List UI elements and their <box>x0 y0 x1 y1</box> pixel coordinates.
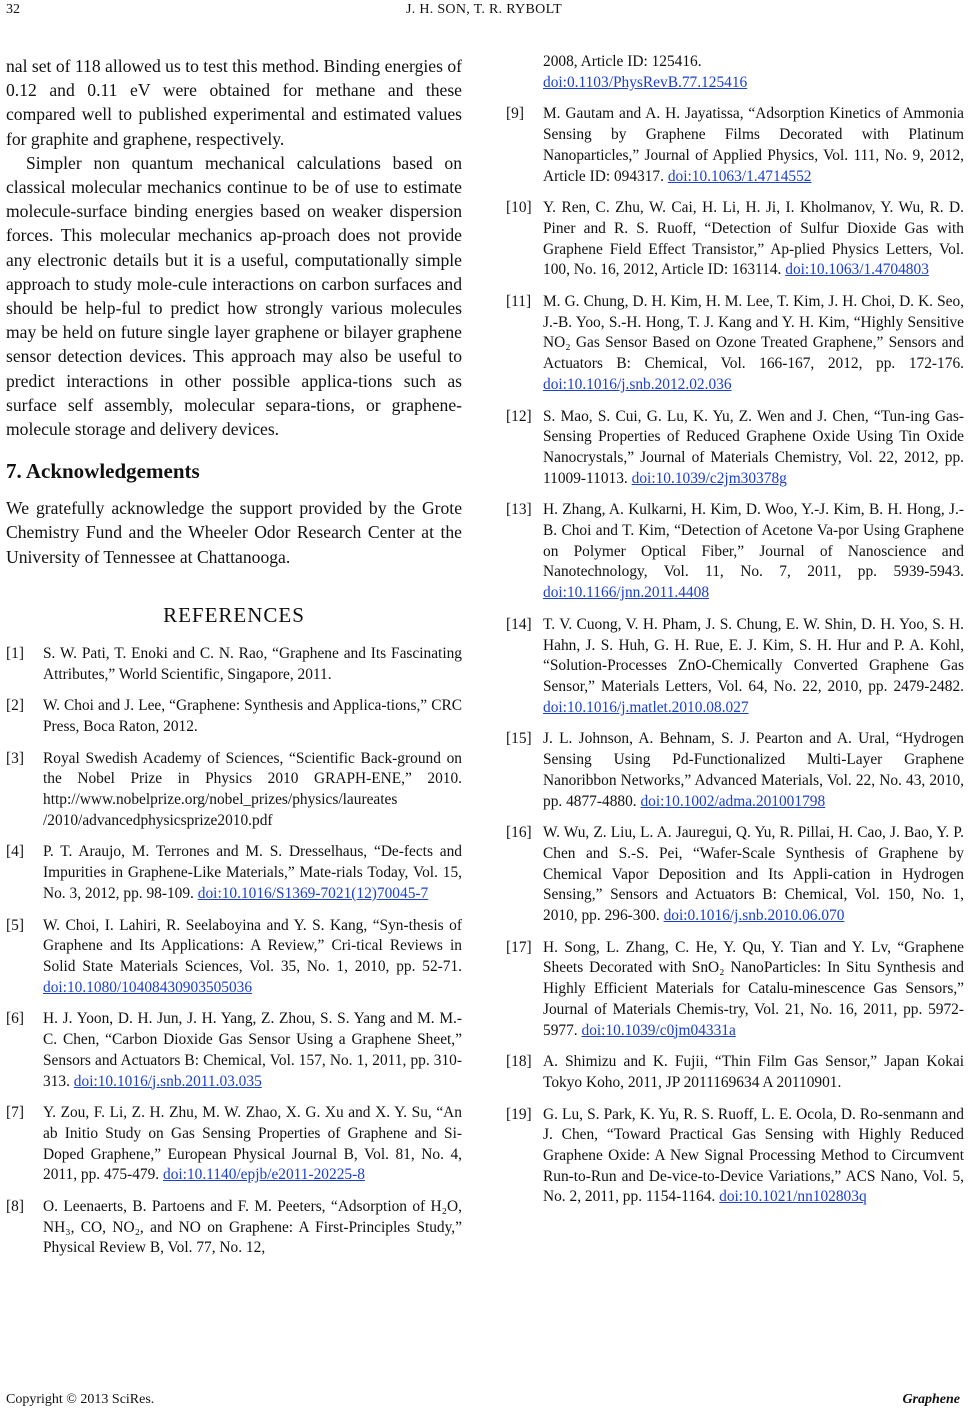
reference-number: [12] <box>506 407 532 425</box>
reference-list <box>506 104 964 1208</box>
left-column <box>6 54 462 1270</box>
reference-item <box>506 104 964 187</box>
reference-item <box>6 644 462 685</box>
reference-list <box>6 644 462 1259</box>
reference-body <box>543 104 964 187</box>
reference-body <box>543 729 964 812</box>
reference-body <box>543 407 964 490</box>
reference-text: W. Choi and J. Lee, “Graphene: Synthesis and Applica-tions,” CRC Press, Boca Raton, 2012. <box>43 697 462 735</box>
reference-text: W. Wu, Z. Liu, L. A. Jauregui, Q. Yu, R. Pillai, H. Cao, J. Bao, Y. P. Chen and S.-S. Pei, “Wafer-Scale Synthesis of Graphene by Chemical Vapor Deposition and Its Appli-cation in Hydrogen Sensing,” Sensors and Actuators B: Chemical, Vol. 150, No. 1, 2010, pp. 296-300. <box>543 824 964 925</box>
reference-item <box>6 696 462 737</box>
reference-item <box>506 729 964 812</box>
doi-link[interactable]: doi:0.1103/PhysRevB.77.125416 <box>543 73 748 91</box>
reference-number: [4] <box>6 843 24 861</box>
reference-number: [14] <box>506 615 532 633</box>
reference-text: S. W. Pati, T. Enoki and C. N. Rao, “Graphene and Its Fascinating Attributes,” World Scientific, Singapore, 2011. <box>43 644 462 683</box>
page-number: 32 <box>6 2 20 17</box>
reference-number: [8] <box>6 1198 24 1216</box>
reference-number: [1] <box>6 644 24 662</box>
reference-body <box>543 823 964 927</box>
reference-text: Y. Zou, F. Li, Z. H. Zhu, M. W. Zhao, X. G. Xu and X. Y. Su, “An ab Initio Study on Gas Sensing Properties of Graphene and Si-Doped Graphene,” European Physical Journal B, Vol. 81, No. 4, 2011, pp. 475-479. <box>43 1104 462 1184</box>
reference-item <box>506 1105 964 1209</box>
reference-number: [11] <box>506 293 532 311</box>
reference-number: [16] <box>506 824 532 842</box>
reference-number: [9] <box>506 105 524 123</box>
reference-text: H. Zhang, A. Kulkarni, H. Kim, D. Woo, Y.-J. Kim, B. H. Hong, J.-B. Choi and T. Kim, “Detection of Acetone Va-por Using Graphene on Polymer Optical Fiber,” Journal of Nanoscience and Nanotechnology, Vol. 11, No. 7, 2011, pp. 5939-5943. <box>543 501 964 581</box>
body-paragraph: nal set of 118 allowed us to test this method. Binding energies of 0.12 and 0.11 eV were obtained for methane and these compared well to published experimental and estimated values for graphite and graphene, respectively. <box>6 56 462 149</box>
reference-item <box>6 1103 462 1186</box>
right-column <box>506 52 964 1219</box>
reference-text: J. L. Johnson, A. Behnam, S. J. Pearton and A. Ural, “Hydrogen Sensing Using Pd-Functionalized Multi-Layer Graphene Nanoribbon Networks,” Advanced Materials, Vol. 22, No. 43, 2010, pp. 4877-4880. <box>543 730 964 810</box>
reference-body <box>543 1052 964 1093</box>
reference-text: H. Song, L. Zhang, C. He, Y. Qu, Y. Tian and Y. Lv, “Graphene Sheets Decorated with SnO₂ NanoParticles: In Situ Synthesis and Highly Efficient Materials for Catalu-minescence Gas Sensors,” Journal of Materials Chemis-try, Vol. 21, No. 16, 2011, pp. 5972-5977. <box>543 938 964 1039</box>
reference-text: P. T. Araujo, M. Terrones and M. S. Dresselhaus, “De-fects and Impurities in Graphene-Like Materials,” Mate-rials Today, Vol. 15, No. 3, 2012, pp. 98-109. <box>43 843 462 902</box>
reference-number: [6] <box>6 1010 24 1028</box>
doi-link[interactable]: doi:10.1016/j.snb.2012.02.036 <box>543 375 732 393</box>
reference-item <box>6 916 462 999</box>
reference-text: H. J. Yoon, D. H. Jun, J. H. Yang, Z. Zhou, S. S. Yang and M. M.-C. Chen, “Carbon Dioxide Gas Sensor Using a Graphene Sheet,” Sensors and Actuators B: Chemical, Vol. 157, No. 1, 2011, pp. 310-313. <box>43 1010 462 1090</box>
reference-text: M. G. Chung, D. H. Kim, H. M. Lee, T. Kim, J. H. Choi, D. K. Seo, J.-B. Yoo, S.-H. Hong, T. J. Kang and Y. H. Kim, “Highly Sensitive NO₂ Gas Sensor Based on Ozone Treated Graphene,” Sensors and Actuators B: Chemical, Vol. 166-167, 2012, pp. 172-176. <box>543 293 964 373</box>
reference-text: W. Choi, I. Lahiri, R. Seelaboyina and Y. S. Kang, “Syn-thesis of Graphene and Its Applications: A Review,” Cri-tical Reviews in Solid State Materials Sciences, Vol. 35, No. 1, 2010, pp. 52-71. <box>43 916 462 975</box>
reference-item <box>506 198 964 281</box>
reference-text: 2008, Article ID: 125416. <box>543 53 702 70</box>
reference-item <box>6 749 462 832</box>
reference-body <box>543 500 964 604</box>
reference-number: [15] <box>506 730 532 748</box>
reference-text: M. Gautam and A. H. Jayatissa, “Adsorption Kinetics of Ammonia Sensing by Graphene Films Decorated with Platinum Nanoparticles,” Journal of Applied Physics, Vol. 111, No. 9, 2012, Article ID: 094317. <box>543 105 964 185</box>
section-heading: 7. Acknowledgements <box>6 459 200 484</box>
reference-body <box>543 198 964 281</box>
reference-number: [5] <box>6 916 24 934</box>
reference-body <box>43 1197 462 1259</box>
reference-text: S. Mao, S. Cui, G. Lu, K. Yu, Z. Wen and J. Chen, “Tun-ing Gas-Sensing Properties of Reduced Graphene Oxide Using Tin Oxide Nanocrystals,” Journal of Materials Chemistry, Vol. 22, 2012, pp. 11009-11013. <box>543 407 964 487</box>
reference-text: A. Shimizu and K. Fujii, “Thin Film Gas Sensor,” Japan Kokai Tokyo Koho, 2011, JP 2011169634 A 20110901. <box>543 1053 964 1091</box>
doi-link[interactable]: doi:10.1016/j.matlet.2010.08.027 <box>543 698 749 716</box>
reference-number: [3] <box>6 749 24 767</box>
reference-body <box>43 1103 462 1186</box>
reference-item <box>6 1009 462 1092</box>
reference-text: Royal Swedish Academy of Sciences, “Scientific Back-ground on the Nobel Prize in Physics 2010 GRAPH-ENE,” 2010. http://www.nobelprize.org/nobel_prizes/physics/laureates /2010/advancedphysicsprize2010.pdf <box>43 749 462 829</box>
doi-link[interactable]: doi:0.1016/j.snb.2010.06.070 <box>663 907 845 925</box>
doi-link[interactable]: doi:10.1039/c0jm04331a <box>581 1021 736 1039</box>
doi-link[interactable]: doi:10.1166/jnn.2011.4408 <box>543 584 710 602</box>
reference-body <box>543 615 964 719</box>
doi-link[interactable]: doi:10.1016/j.snb.2011.03.035 <box>73 1072 262 1090</box>
reference-item <box>506 615 964 719</box>
reference-number: [19] <box>506 1105 532 1123</box>
reference-body <box>43 1009 462 1092</box>
reference-number: [17] <box>506 938 532 956</box>
copyright-notice: Copyright © 2013 SciRes. <box>6 1392 155 1407</box>
reference-text: G. Lu, S. Park, K. Yu, R. S. Ruoff, L. E. Ocola, D. Ro-senmann and J. Chen, “Toward Practical Gas Sensing with Highly Reduced Graphene Oxide: A New Signal Processing Method to Circumvent Run-to-Run and De-vice-to-Device Variations,” ACS Nano, Vol. 5, No. 2, 2011, pp. 1154-1164. <box>543 1105 964 1206</box>
doi-link[interactable]: doi:10.1063/1.4714552 <box>667 167 812 185</box>
reference-body <box>543 1105 964 1209</box>
reference-body <box>543 292 964 396</box>
reference-item <box>506 407 964 490</box>
reference-item <box>506 938 964 1042</box>
reference-item <box>506 823 964 927</box>
references-heading: REFERENCES <box>163 602 305 627</box>
doi-link[interactable]: doi:10.1140/epjb/e2011-20225-8 <box>163 1166 365 1184</box>
doi-link[interactable]: doi:10.1002/adma.201001798 <box>640 792 826 810</box>
reference-number: [13] <box>506 501 532 519</box>
reference-text: O. Leenaerts, B. Partoens and F. M. Peeters, “Adsorption of H₂O, NH₃, CO, NO₂, and NO on Graphene: A First-Principles Study,” Physical Review B, Vol. 77, No. 12, <box>43 1198 462 1257</box>
doi-link[interactable]: doi:10.1063/1.4704803 <box>785 261 929 279</box>
reference-text: T. V. Cuong, V. H. Pham, J. S. Chung, E. W. Shin, D. H. Yoo, S. H. Hahn, J. S. Huh, G. H. Rue, E. J. Kim, S. H. Hur and P. A. Kohl, “Solution-Processes ZnO-Chemically Converted Graphene Gas Sensor,” Materials Letters, Vol. 64, No. 22, 2010, pp. 2479-2482. <box>543 615 964 695</box>
reference-number: [10] <box>506 199 532 217</box>
reference-item <box>6 1197 462 1259</box>
doi-link[interactable]: doi:10.1080/10408430903505036 <box>43 978 253 996</box>
reference-item <box>506 500 964 604</box>
doi-link[interactable]: doi:10.1039/c2jm30378g <box>631 469 787 487</box>
reference-body <box>43 842 462 904</box>
acknowledgement-text: We gratefully acknowledge the support provided by the Grote Chemistry Fund and the Wheeler Odor Research Center at the University of Tennessee at Chattanooga. <box>6 498 462 567</box>
reference-continuation <box>543 52 964 93</box>
doi-link[interactable]: doi:10.1016/S1369-7021(12)70045-7 <box>197 884 429 902</box>
reference-number: [18] <box>506 1053 532 1071</box>
reference-body <box>543 938 964 1042</box>
page-header <box>0 0 968 24</box>
running-head-authors: J. H. SON, T. R. RYBOLT <box>405 2 562 17</box>
doi-link[interactable]: doi:10.1021/nn102803q <box>719 1188 867 1206</box>
reference-item <box>506 292 964 396</box>
reference-item <box>506 1052 964 1093</box>
reference-body <box>43 644 462 685</box>
reference-body <box>43 916 462 999</box>
reference-item <box>6 842 462 904</box>
reference-number: [7] <box>6 1104 24 1122</box>
journal-name: Graphene <box>902 1392 960 1407</box>
reference-body <box>43 696 462 737</box>
reference-body <box>43 749 462 832</box>
body-paragraph: Simpler non quantum mechanical calculations based on classical molecular mechanics continue to be of use to estimate molecule-surface binding energies based on weaker dispersion forces. This molecular mechanics ap-proach does not provide any electronic details but it is a useful, computationally simple approach to study mole-cule interactions on carbon surfaces and should be help-ful to predict how strongly various molecules may be held on future single layer graphene or bilayer graphene sensor detection devices. This approach may also be useful to predict interactions in other possible applica-tions such as surface self assembly, molecular separa-tions, or graphene-molecule storage and delivery devices. <box>6 152 462 440</box>
reference-text: Y. Ren, C. Zhu, W. Cai, H. Li, H. Ji, I. Kholmanov, Y. Wu, R. D. Piner and R. S. Ruoff, “Detection of Sulfur Dioxide Gas with Graphene Field Effect Transistor,” Ap-plied Physics Letters, Vol. 100, No. 16, 2012, Article ID: 163114. <box>543 199 964 279</box>
reference-number: [2] <box>6 697 24 715</box>
